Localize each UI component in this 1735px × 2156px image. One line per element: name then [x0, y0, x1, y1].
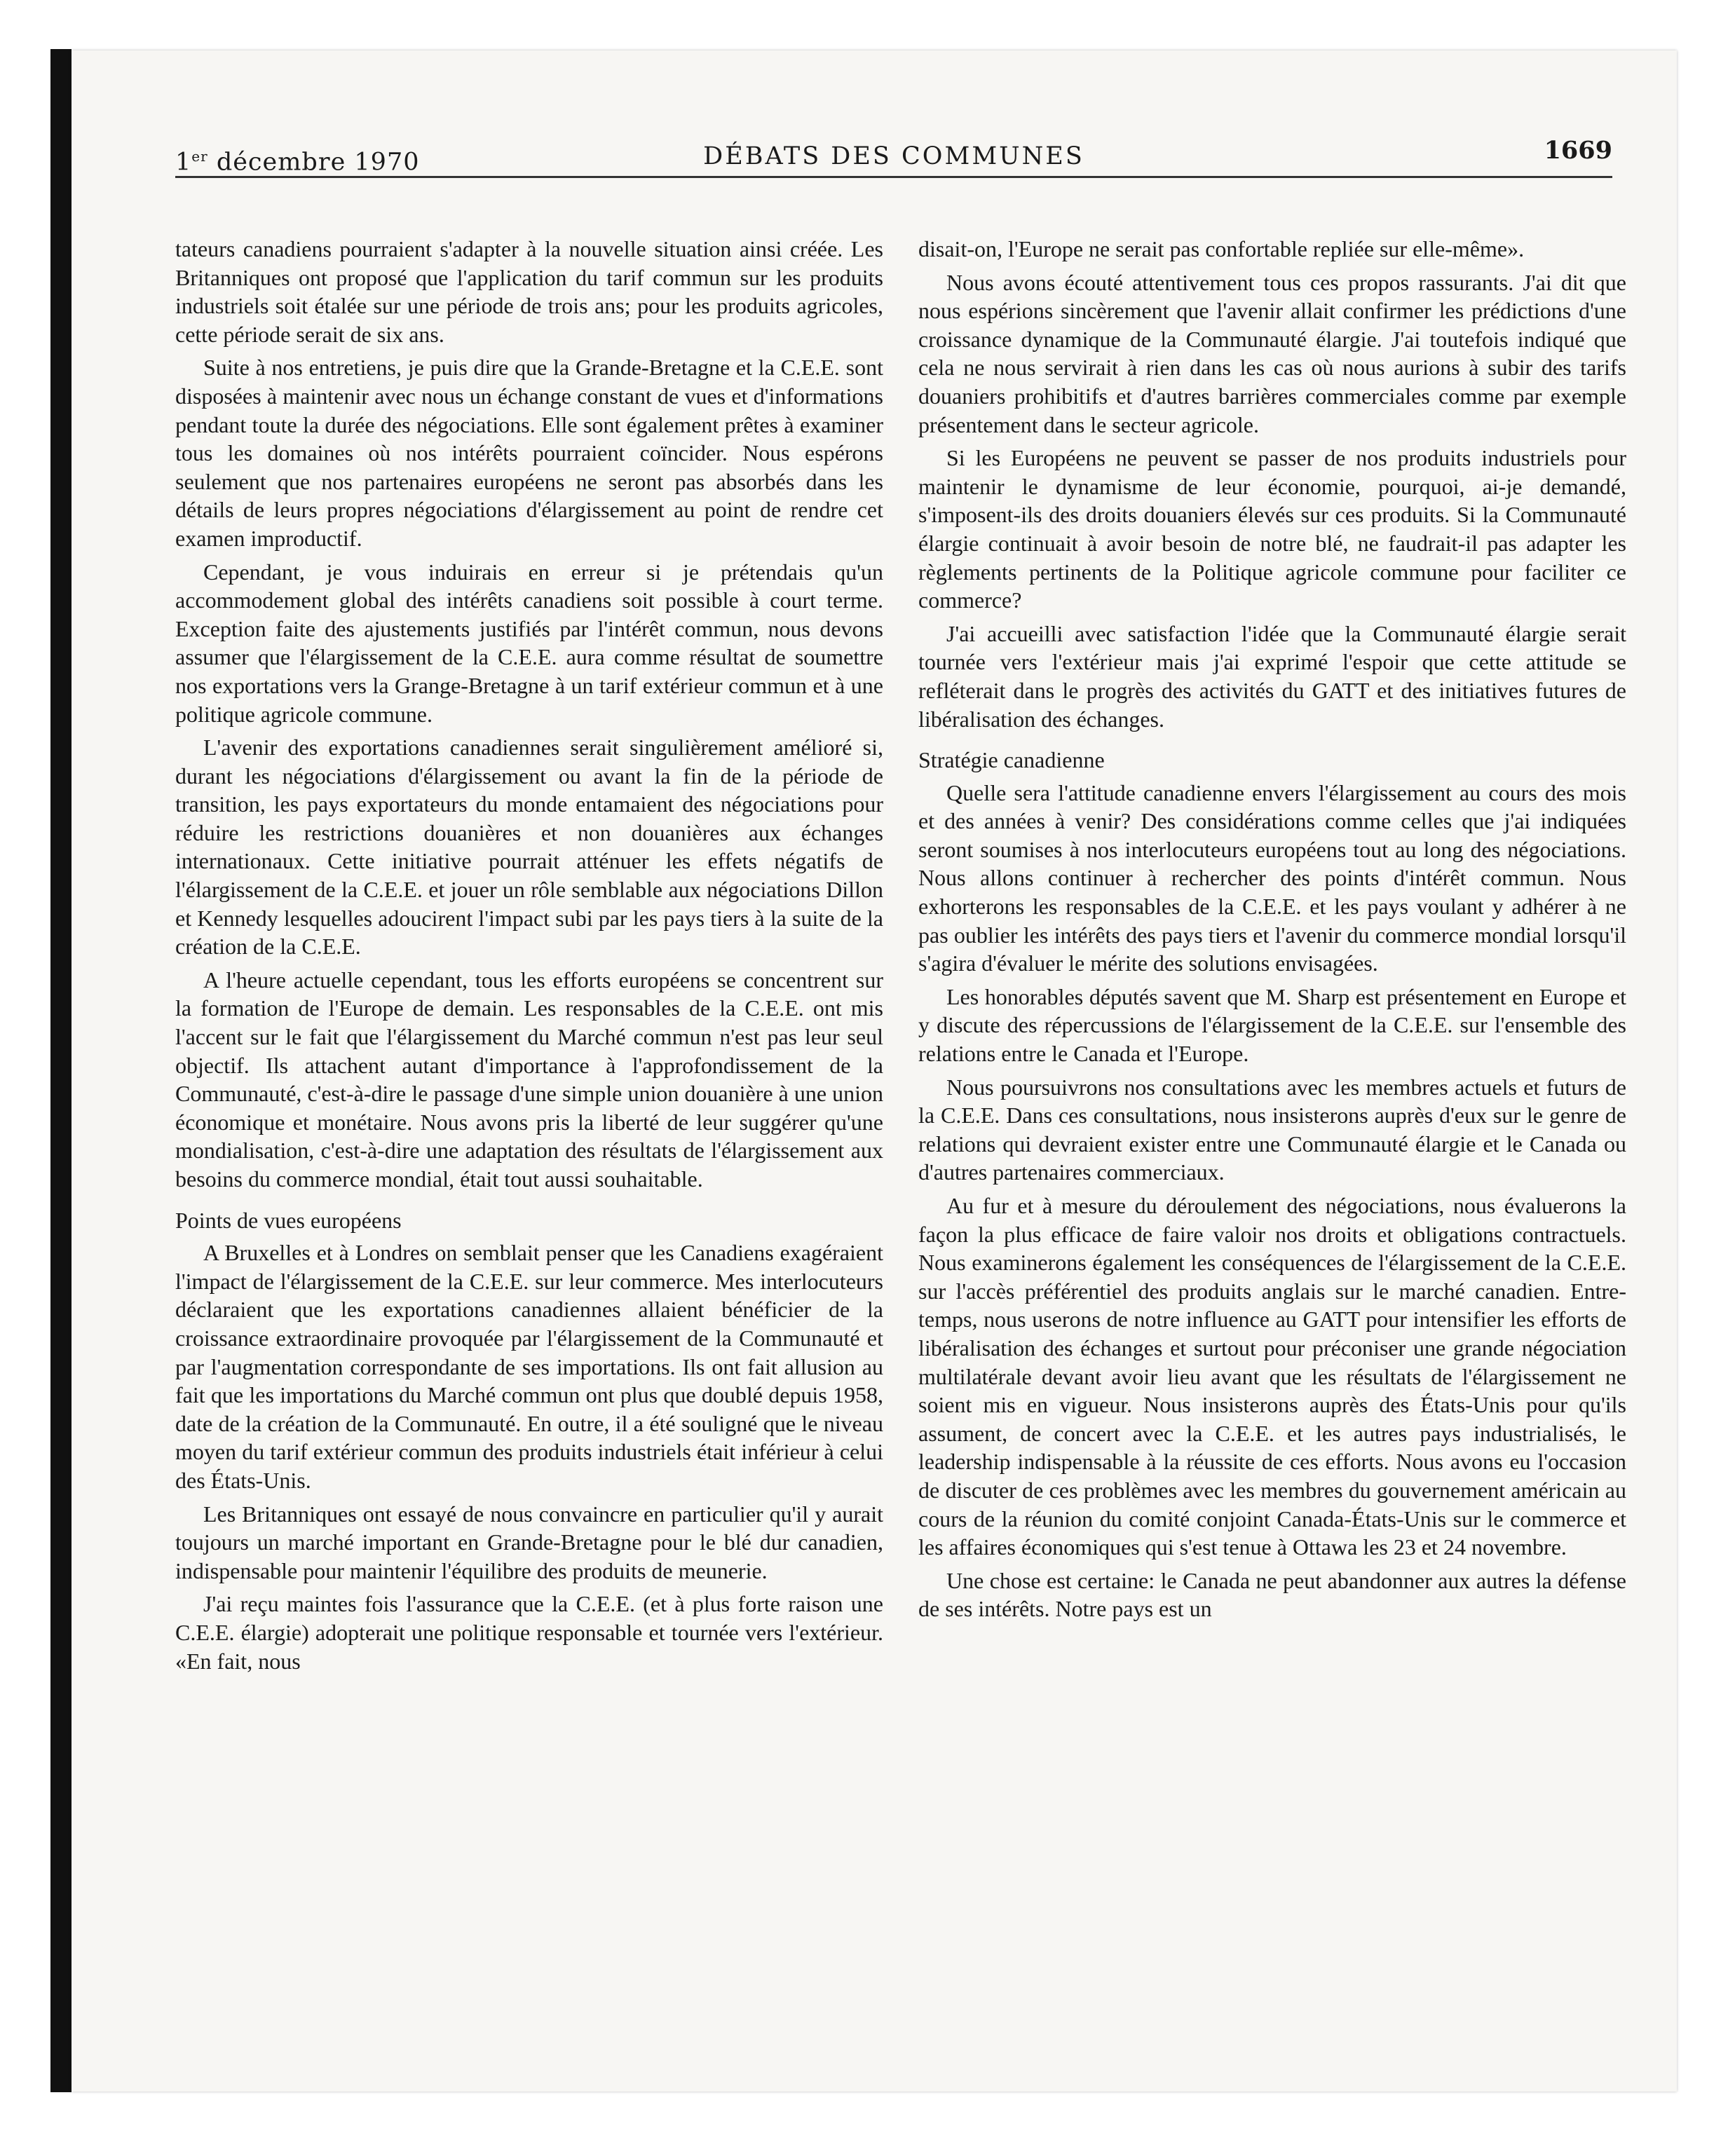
- paragraph: Quelle sera l'attitude canadienne envers l'élargissement au cours des mois et des années à venir? Des considérations comme celles que j'ai indiquées seront soumises à nos interlocuteurs européens tout au long des négociations. Nous allons continuer à rechercher des points d'intérêt commun. Nous exhorterons les responsables de la C.E.E. et les pays voulant y adhérer à ne pas oublier les intérêts des pays tiers et l'avenir du commerce mondial lorsqu'il s'agira d'évaluer le mérite des solutions envisagées.: [918, 779, 1626, 976]
- paragraph: Une chose est certaine: le Canada ne peut abandonner aux autres la défense de ses intérêts. Notre pays est un: [918, 1567, 1626, 1622]
- paragraph: Les Britanniques ont essayé de nous convaincre en particulier qu'il y aurait toujours un marché important en Grande-Bretagne pour le blé dur canadien, indispensable pour maintenir l'équilibre des produits de meunerie.: [175, 1501, 883, 1583]
- page-number: 1669: [1544, 136, 1612, 165]
- section-heading: Points de vues européens: [175, 1207, 402, 1233]
- paragraph: Nous poursuivrons nos consultations avec les membres actuels et futurs de la C.E.E. Dans ces consultations, nous insisterons auprès d'eux sur le genre de relations qui devraient exister entre une Communauté élargie et le Canada ou d'autres partenaires commerciaux.: [918, 1074, 1626, 1185]
- paragraph: Les honorables députés savent que M. Sharp est présentement en Europe et y discute des répercussions de l'élargissement de la C.E.E. sur l'ensemble des relations entre le Canada et l'Europe.: [918, 983, 1626, 1067]
- header-date: 1er décembre 1970: [175, 148, 420, 177]
- paragraph: Au fur et à mesure du déroulement des négociations, nous évaluerons la façon la plus efficace de faire valoir nos droits et obligations contractuels. Nous examinerons également les conséquences de l'élargissement de la C.E.E. sur l'accès préférentiel des produits anglais sur le marché canadien. Entre-temps, nous userons de notre influence au GATT pour intensifier les efforts de libéralisation des échanges et surtout pour préconiser une grande négociation multilatérale devant avoir lieu avant que les résultats de l'élargissement ne soient mis en vigueur. Nous insisterons auprès des États-Unis pour qu'ils assument, de concert avec la C.E.E. et les autres pays industrialisés, le leadership indispensable à la réussite de ces efforts. Nous avons eu l'occasion de discuter de ces problèmes avec les membres du gouvernement américain au cours de la réunion du comité conjoint Canada-États-Unis sur le commerce et les affaires économiques qui s'est tenue à Ottawa les 23 et 24 novembre.: [918, 1193, 1626, 1560]
- paragraph: tateurs canadiens pourraient s'adapter à la nouvelle situation ainsi créée. Les Britanniques ont proposé que l'application du tarif commun sur les produits industriels soit étalée sur une période de trois ans; pour les produits agricoles, cette période serait de six ans.: [175, 236, 883, 347]
- paragraph: A l'heure actuelle cependant, tous les efforts européens se concentrent sur la formation de l'Europe de demain. Les responsables de la C.E.E. ont mis l'accent sur le fait que l'élargissement du Marché commun n'est pas leur seul objectif. Ils attachent autant d'importance à l'approfondissement de la Communauté, c'est-à-dire le passage d'une simple union douanière à une union économique et monétaire. Nous avons pris la liberté de leur suggérer qu'une mondialisation, c'est-à-dire une adaptation des résultats de l'élargissement aux besoins du commerce mondial, était tout aussi souhaitable.: [175, 967, 883, 1192]
- paragraph: Si les Européens ne peuvent se passer de nos produits industriels pour maintenir le dynamisme de leur économie, pourquoi, ai-je demandé, s'imposent-ils des droits douaniers élevés sur ces produits. Si la Communauté élargie continuait à avoir besoin de notre blé, ne faudrait-il pas adapter les règlements pertinents de la Politique agricole commune pour faciliter ce commerce?: [918, 445, 1626, 613]
- paragraph: A Bruxelles et à Londres on semblait penser que les Canadiens exagéraient l'impact de l'élargissement de la C.E.E. sur leur commerce. Mes interlocuteurs déclaraient que les exportations canadiennes allaient bénéficier de la croissance extraordinaire provoquée par l'élargissement de la Communauté et par l'augmentation correspondante de ses importations. Ils ont fait allusion au fait que les importations du Marché commun ont plus que doublé depuis 1958, date de la création de la Communauté. En outre, il a été souligné que le niveau moyen du tarif extérieur commun des produits industriels était inférieur à celui des États-Unis.: [175, 1240, 883, 1493]
- scan-edge: [50, 49, 72, 2092]
- left-column: [175, 235, 883, 1680]
- paragraph: Suite à nos entretiens, je puis dire que la Grande-Bretagne et la C.E.E. sont disposées à maintenir avec nous un échange constant de vues et d'informations pendant toute la durée des négociations. Elle sont également prêtes à examiner tous les domaines où nos intérêts pourraient coïncider. Nous espérons seulement que nos partenaires européens ne seront pas absorbés dans les détails de leurs propres négociations d'élargissement au point de rendre cet examen improductif.: [175, 355, 883, 551]
- paragraph: J'ai reçu maintes fois l'assurance que la C.E.E. (et à plus forte raison une C.E.E. élargie) adopterait une politique responsable et tournée vers l'extérieur. «En fait, nous: [175, 1591, 883, 1674]
- paragraph: Nous avons écouté attentivement tous ces propos rassurants. J'ai dit que nous espérions sincèrement que l'avenir allait confirmer les prédictions d'une croissance dynamique de la Communauté élargie. J'ai toutefois indiqué que cela ne nous servirait à rien dans les cas où nous aurions à subir des tarifs douaniers prohibitifs et d'autres barrières commerciales comme par exemple présentement dans le secteur agricole.: [918, 269, 1626, 437]
- page-header: [175, 137, 1612, 178]
- paragraph: J'ai accueilli avec satisfaction l'idée que la Communauté élargie serait tournée vers l'extérieur mais j'ai exprimé l'espoir que cette attitude se refléterait dans le progrès des activités du GATT et des initiatives futures de libéralisation des échanges.: [918, 620, 1626, 732]
- section-heading: Stratégie canadienne: [918, 747, 1105, 773]
- paragraph: L'avenir des exportations canadiennes serait singulièrement amélioré si, durant les négociations d'élargissement ou avant la fin de la période de transition, les pays exportateurs du monde entamaient des négociations pour réduire les restrictions douanières et non douanières aux échanges internationaux. Cette initiative pourrait atténuer les effets négatifs de l'élargissement de la C.E.E. et jouer un rôle semblable aux négociations Dillon et Kennedy lesquelles adoucirent l'impact subi par les pays tiers à la suite de la création de la C.E.E.: [175, 735, 883, 960]
- header-title: DÉBATS DES COMMUNES: [703, 142, 1084, 170]
- right-column: [918, 235, 1626, 1628]
- paragraph: Cependant, je vous induirais en erreur si je prétendais qu'un accommodement global des intérêts canadiens soit possible à court terme. Exception faite des ajustements justifiés par l'intérêt commun, nous devons assumer que l'élargissement de la C.E.E. aura comme résultat de soumettre nos exportations vers la Grange-Bretagne à un tarif extérieur commun et à une politique agricole commune.: [175, 559, 883, 727]
- paragraph: disait-on, l'Europe ne serait pas confortable repliée sur elle-même».: [918, 236, 1525, 261]
